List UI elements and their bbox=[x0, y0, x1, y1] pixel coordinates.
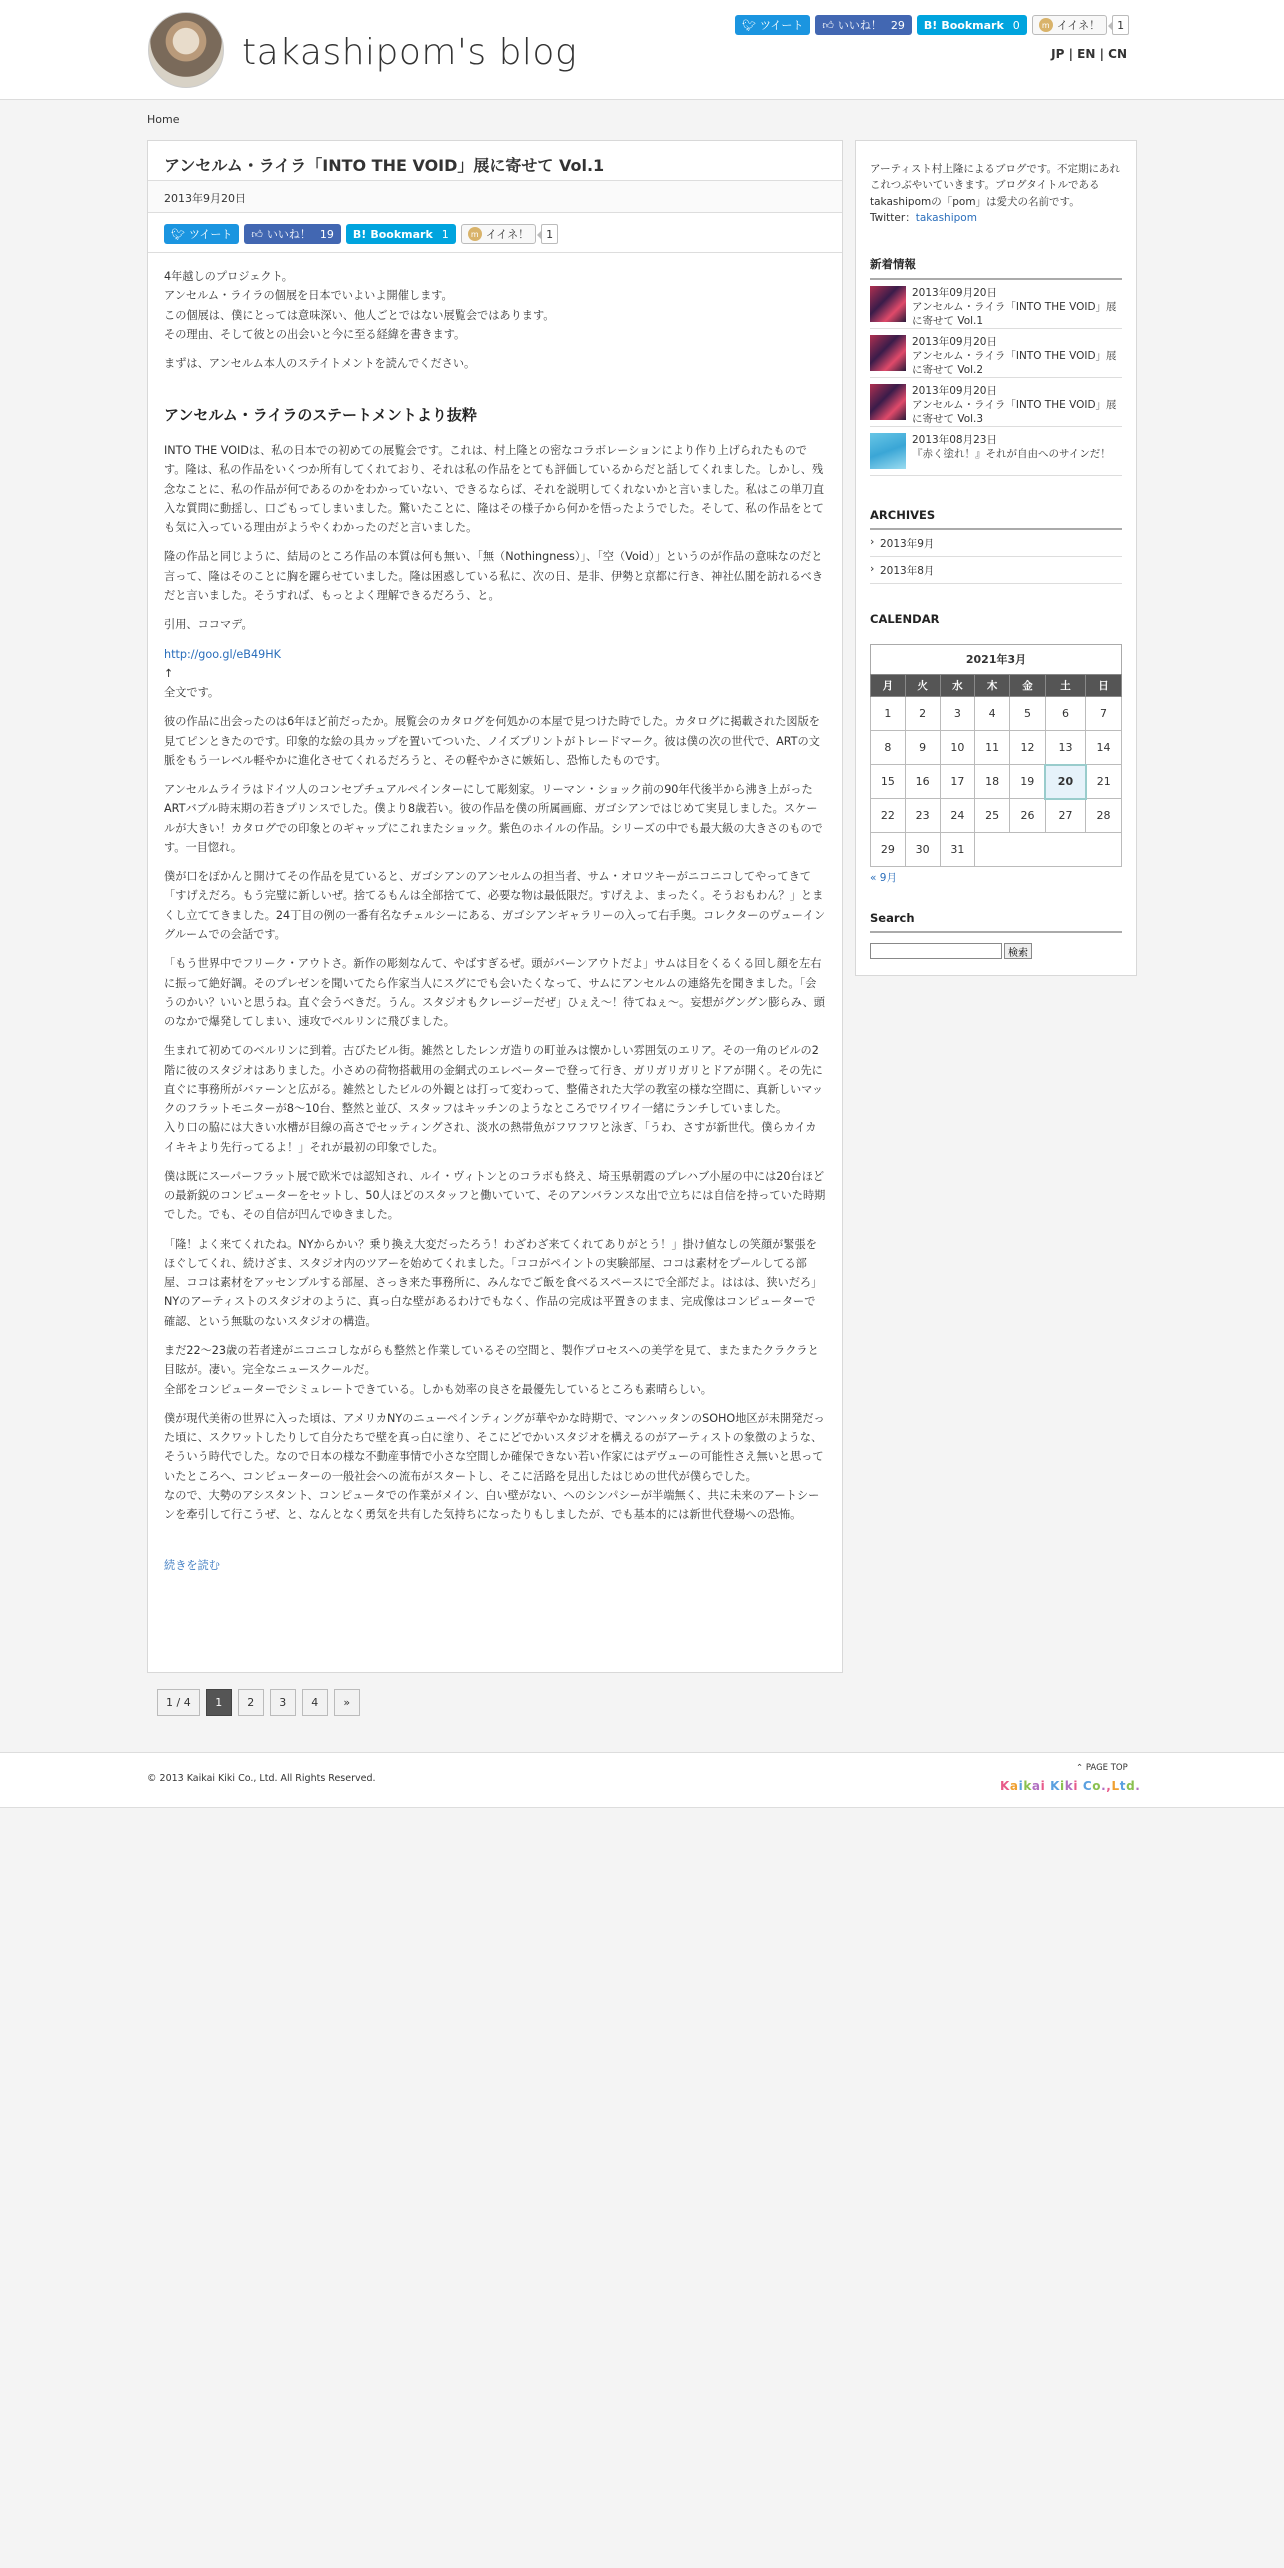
page-1[interactable]: 1 bbox=[206, 1689, 232, 1716]
news-thumbnail bbox=[870, 384, 906, 420]
copyright: © 2013 Kaikai Kiki Co., Ltd. All Rights Reserved. bbox=[147, 1773, 376, 1784]
mixi-count: 1 bbox=[1112, 15, 1129, 35]
page-4[interactable]: 4 bbox=[302, 1689, 328, 1716]
calendar-prev-link[interactable]: « 9月 bbox=[870, 872, 897, 885]
article-lead: まずは、アンセルム本人のステイトメントを読んでください。 bbox=[164, 357, 476, 371]
article-body bbox=[148, 253, 842, 1576]
lang-en[interactable]: EN bbox=[1077, 47, 1096, 61]
news-thumbnail bbox=[870, 335, 906, 371]
caret-up-icon: ⌃ bbox=[1076, 1763, 1084, 1773]
article-tweet-button[interactable]: 🐦︎ ツイート bbox=[164, 224, 239, 244]
calendar-week: 22 23 24 25 26 27 28 bbox=[871, 799, 1122, 833]
search-section bbox=[870, 911, 1122, 959]
article-intro: 4年越しのプロジェクト。 アンセルム・ライラの個展を日本でいよいよ開催します。 この個展は、僕にとっては意味深い、他人ごとではない展覧会ではあります。 その理由、そして彼との出会いと今に至る経緯を書きます。 bbox=[164, 270, 555, 341]
lang-cn[interactable]: CN bbox=[1108, 47, 1127, 61]
paragraph: まだ22〜23歳の若者達がニコニコしながらも整然と作業しているその空間と、製作プロセスへの美学を見て、またまたクラクラと目眩が。凄い。完全なニュースクールだ。 全部をコンピューターでシミュレートできている。しかも効率の良さを最優先しているところも素晴らしい。 bbox=[164, 1344, 819, 1396]
archives-section bbox=[870, 508, 1122, 584]
news-item[interactable]: 2013年08月23日 『赤く塗れ！』それが自由へのサインだ！ bbox=[870, 427, 1122, 476]
news-thumbnail bbox=[870, 433, 906, 469]
facebook-like-button[interactable]: 👍︎ いいね！ 29 bbox=[815, 15, 912, 35]
news-item[interactable]: 2013年09月20日 アンセルム・ライラ「INTO THE VOID」展に寄せて Vol.1 bbox=[870, 280, 1122, 329]
news-item[interactable]: 2013年09月20日 アンセルム・ライラ「INTO THE VOID」展に寄せて Vol.2 bbox=[870, 329, 1122, 378]
article-share-row bbox=[148, 213, 842, 253]
paragraph: 僕は既にスーパーフラット展で欧米では認知され、ルイ・ヴィトンとのコラボも終え、埼玉県朝霞のプレハブ小屋の中には20台ほどの最新鋭のコンピューターをセットし、50人ほどのスタッフと働いていて、そのアンバランスな出で立ちには自信を持っていた時期でした。でも、その自信が凹んでゆきました。 bbox=[164, 1169, 826, 1222]
thumbs-up-icon: 👍︎ bbox=[251, 227, 263, 241]
paragraph: INTO THE VOIDは、私の日本での初めての展覧会です。これは、村上隆との密なコラボレーションにより作り上げられたものです。隆は、私の作品をいくつか所有してくれており、それは私の作品をとても評価しているからだと話してくれました。しかし、残念なことに、私の作品が何であるのかをわかっていない、できるならば、それを説明してくれないかと言いました。私はこの単刀直入な質問に動揺し、口ごもってしまいました。驚いたことに、隆はその様子から何かを悟ったようでした。そして、私の作品をとても気に入っている理由がようやくわかったのだと言いました。 bbox=[164, 444, 825, 535]
article-heading: アンセルム・ライラのステートメントより抜粋 bbox=[164, 406, 477, 425]
archive-link[interactable]: › 2013年8月 bbox=[870, 557, 1122, 584]
page-3[interactable]: 3 bbox=[270, 1689, 296, 1716]
next-page[interactable]: » bbox=[334, 1689, 360, 1716]
mixi-icon: m bbox=[1039, 18, 1053, 32]
calendar-table bbox=[870, 644, 1122, 867]
blog-avatar bbox=[148, 12, 224, 88]
archives-heading: ARCHIVES bbox=[870, 508, 1122, 530]
search-button[interactable]: 検索 bbox=[1004, 943, 1032, 959]
language-switcher: JP | EN | CN bbox=[1051, 47, 1127, 61]
search-input[interactable] bbox=[870, 943, 1002, 959]
mixi-icon: m bbox=[468, 227, 482, 241]
page-info: 1 / 4 bbox=[157, 1689, 200, 1716]
calendar-section bbox=[870, 612, 1122, 885]
calendar-week: 1 2 3 4 5 6 7 bbox=[871, 697, 1122, 731]
paragraph: アンセルムライラはドイツ人のコンセプチュアルペインターにして彫刻家。リーマン・ショック前の90年代後半から沸き上がったARTバブル時末期の若きプリンスでした。僕より8歳若い。彼の作品を僕の所属画廊、ガゴシアンではじめて実見しました。スケールが大きい！カタログでの印象とのギャップにこれまたショック。紫色のホイルの作品。シリーズの中でも最大級の大きさのものです。一目惚れ。 bbox=[164, 783, 823, 854]
calendar-heading: CALENDAR bbox=[870, 612, 940, 627]
sidebar bbox=[855, 140, 1137, 976]
news-section bbox=[870, 256, 1122, 476]
calendar-week: 8 9 10 11 12 13 14 bbox=[871, 731, 1122, 765]
paragraph: 彼の作品に出会ったのは6年ほど前だったか。展覧会のカタログを何処かの本屋で見つけた時でした。カタログに掲載された図版を見てピンときたのです。印象的な絵の具カップを置いてついた、ノイズプリントがトレードマーク。彼は僕の次の世代で、ARTの文脈をもう一レベル軽やかに進化させてくれるだろうと、その軽やかさに嫉妬し、恐怖したものです。 bbox=[164, 715, 820, 767]
news-thumbnail bbox=[870, 286, 906, 322]
article-mixi-count: 1 bbox=[541, 224, 558, 244]
header-share-bar bbox=[735, 15, 1129, 35]
site-footer bbox=[0, 1752, 1284, 1808]
calendar-today: 20 bbox=[1045, 765, 1085, 799]
archive-link[interactable]: › 2013年9月 bbox=[870, 530, 1122, 557]
article-date: 2013年9月20日 bbox=[148, 181, 842, 213]
calendar-weekdays: 月 火 水 木 金 土 日 bbox=[871, 675, 1122, 697]
thumbs-up-icon: 👍︎ bbox=[822, 18, 834, 32]
article bbox=[147, 140, 843, 1673]
twitter-link[interactable]: takashipom bbox=[915, 211, 977, 224]
twitter-bird-icon: 🐦︎ bbox=[742, 18, 756, 32]
up-arrow: ↑ bbox=[164, 666, 174, 680]
paragraph: 生まれて初めてのベルリンに到着。古びたビル街。雑然としたレンガ造りの町並みは懐かしい雰囲気のエリア。その一角のビルの2階に彼のスタジオはありました。小さめの荷物搭載用の金網式のエレベーターで登って行き、ガリガリガリとドアが開く。その先に直ぐに事務所がバァーンと広がる。雑然としたビルの外観とは打って変わって、整備された大学の教室の様な空間に、真新しいマックのフラットモニターが8〜10台、整然と並び、スタッフはキッチンのようなところでワイワイ一緒にランチしていました。 入り口の脇には大きい水槽が目線の高さでセッティングされ、淡水の熱帯魚がフワフワと泳ぎ、「うわ、さすが新世代。僕らカイカイキキより先行ってるよ！」それが最初の印象でした。 bbox=[164, 1044, 824, 1154]
hatena-bookmark-button[interactable]: B! Bookmark 0 bbox=[917, 15, 1027, 35]
source-block: http://goo.gl/eB49HK ↑ 全文です。 bbox=[164, 647, 281, 700]
news-heading: 新着情報 bbox=[870, 256, 1122, 280]
calendar-month: 2021年3月 bbox=[870, 644, 1122, 674]
kaikai-kiki-logo[interactable]: Kaikai Kiki Co.,Ltd. bbox=[1000, 1779, 1141, 1793]
hatena-b-icon: B! bbox=[352, 227, 367, 241]
pagination bbox=[157, 1689, 360, 1716]
breadcrumb-home[interactable]: Home bbox=[147, 113, 180, 126]
lang-jp[interactable]: JP bbox=[1051, 47, 1065, 61]
site-logo[interactable] bbox=[148, 12, 578, 88]
site-header bbox=[0, 0, 1284, 100]
paragraph: 僕が口をぽかんと開けてその作品を見ていると、ガゴシアンのアンセルムの担当者、サム・オロツキーがニコニコしてやってきて「すげえだろ。もう完璧に新しいぜ。捨てるもんは全部捨てて、必要な物は最低限だ。すげえよ、まったく。そうおもわん？」とまくし立ててきました。24丁目の例の一番有名なチェルシーにある、ガゴシアンギャラリーの入って右手奥。コレクターのヴューイングルームでの会話です。 bbox=[164, 870, 826, 941]
mixi-iine-button[interactable]: m イイネ！ bbox=[1032, 15, 1107, 35]
article-share-bar bbox=[164, 224, 558, 244]
page-top-link[interactable]: ⌃ PAGE TOP bbox=[1076, 1763, 1128, 1773]
paragraph: 隆の作品と同じように、結局のところ作品の本質は何も無い、「無（Nothingness）」、「空（Void）」というのが作品の意味なのだと言って、隆はそのことに胸を躍らせていました。隆は困惑している私に、次の日、是非、伊勢と京都に行き、神社仏閣を訪れるべきだと言いました。そうすれば、もっとよく理解できるだろう、と。 bbox=[164, 550, 824, 602]
source-link[interactable]: http://goo.gl/eB49HK bbox=[164, 647, 281, 661]
read-more-link[interactable]: 続きを読む bbox=[164, 1559, 220, 1573]
search-heading: Search bbox=[870, 911, 1122, 933]
hatena-b-icon: B! bbox=[923, 18, 938, 32]
article-mixi-iine-button[interactable]: m イイネ！ bbox=[461, 224, 536, 244]
article-facebook-like-button[interactable]: 👍︎ いいね！ 19 bbox=[244, 224, 341, 244]
page-2[interactable]: 2 bbox=[238, 1689, 264, 1716]
paragraph: 引用、ココマデ。 bbox=[164, 618, 253, 632]
calendar-week: 29 30 31 bbox=[871, 833, 1122, 867]
paragraph: 僕が現代美術の世界に入った頃は、アメリカNYのニューペインティングが華やかな時期で、マンハッタンのSOHO地区が未開発だった頃に、スクワットしたりして自分たちで壁を真っ白に塗り、そこにどでかいスタジオを構えるのがアーティストの象徴のような、そういう時代でした。なので日本の様な不動産事情で小さな空間しか確保できない若い作家にはデヴューの可能性さえ無いと思っていたところへ、コンピューターの一般社会への流布がスタートし、そこに活路を見出したはじめの世代が僕らでした。 なので、大勢のアシスタント、コンピュータでの作業がメイン、白い壁がない、へのシンパシーが半端無く、共に未来のアートシーンを牽引して行こうぜ、と、なんとなく勇気を共有した気持ちになったりもしましたが、でも基本的には新世代登場への恐怖。 bbox=[164, 1411, 825, 1522]
paragraph: 「もう世界中でフリーク・アウトさ。新作の彫刻なんて、やばすぎるぜ。頭がバーンアウトだよ」サムは目をくるくる回し顔を左右に振って絶好調。そのプレゼンを聞いてたら作家当人にスグにでも会いたくなって、サムにアンセルムの連絡先を聞きました。「会うのかい？いいと思うね。直ぐ会うべきだ。うん。スタジオもクレージーだぜ」ひぇえ〜！待てねぇ〜。妄想がグングン膨らみ、頭のなかで爆発してしまい、速攻でベルリンに飛びました。 bbox=[164, 957, 825, 1029]
article-hatena-bookmark-button[interactable]: B! Bookmark 1 bbox=[346, 224, 456, 244]
news-item[interactable]: 2013年09月20日 アンセルム・ライラ「INTO THE VOID」展に寄せて Vol.3 bbox=[870, 378, 1122, 427]
paragraph: 「隆！よく来てくれたね。NYからかい？乗り換え大変だったろう！わざわざ来てくれてありがとう！」掛け値なしの笑顔が緊張をほぐしてくれ、続けざま、スタジオ内のツアーを始めてくれました。「ココがペイントの実験部屋、ココは素材をプールしてる部屋、ココは素材をアッセンブルする部屋、さっき来た事務所に、みんなでご飯を食べるスペースにで全部だよ。ははは、狭いだろ」NYのアーティストのスタジオのように、真っ白な壁があるわけでもなく、作品の完成は平置きのまま、完成像はコンピューターで確認、という無駄のないスタジオの構造。 bbox=[164, 1237, 823, 1328]
twitter-bird-icon: 🐦︎ bbox=[171, 227, 185, 241]
blog-title: takashipom's blog bbox=[242, 32, 578, 73]
tweet-button[interactable]: 🐦︎ ツイート bbox=[735, 15, 810, 35]
article-title[interactable]: アンセルム・ライラ「INTO THE VOID」展に寄せて Vol.1 bbox=[148, 141, 842, 181]
breadcrumb bbox=[147, 113, 179, 126]
calendar-week: 15 16 17 18 19 20 21 bbox=[871, 765, 1122, 799]
sidebar-intro: アーティスト村上隆によるブログです。不定期にあれこれつぶやいていきます。ブログタイトルであるtakashipomの「pom」は愛犬の名前です。 Twitter：takashipom bbox=[870, 163, 1121, 224]
